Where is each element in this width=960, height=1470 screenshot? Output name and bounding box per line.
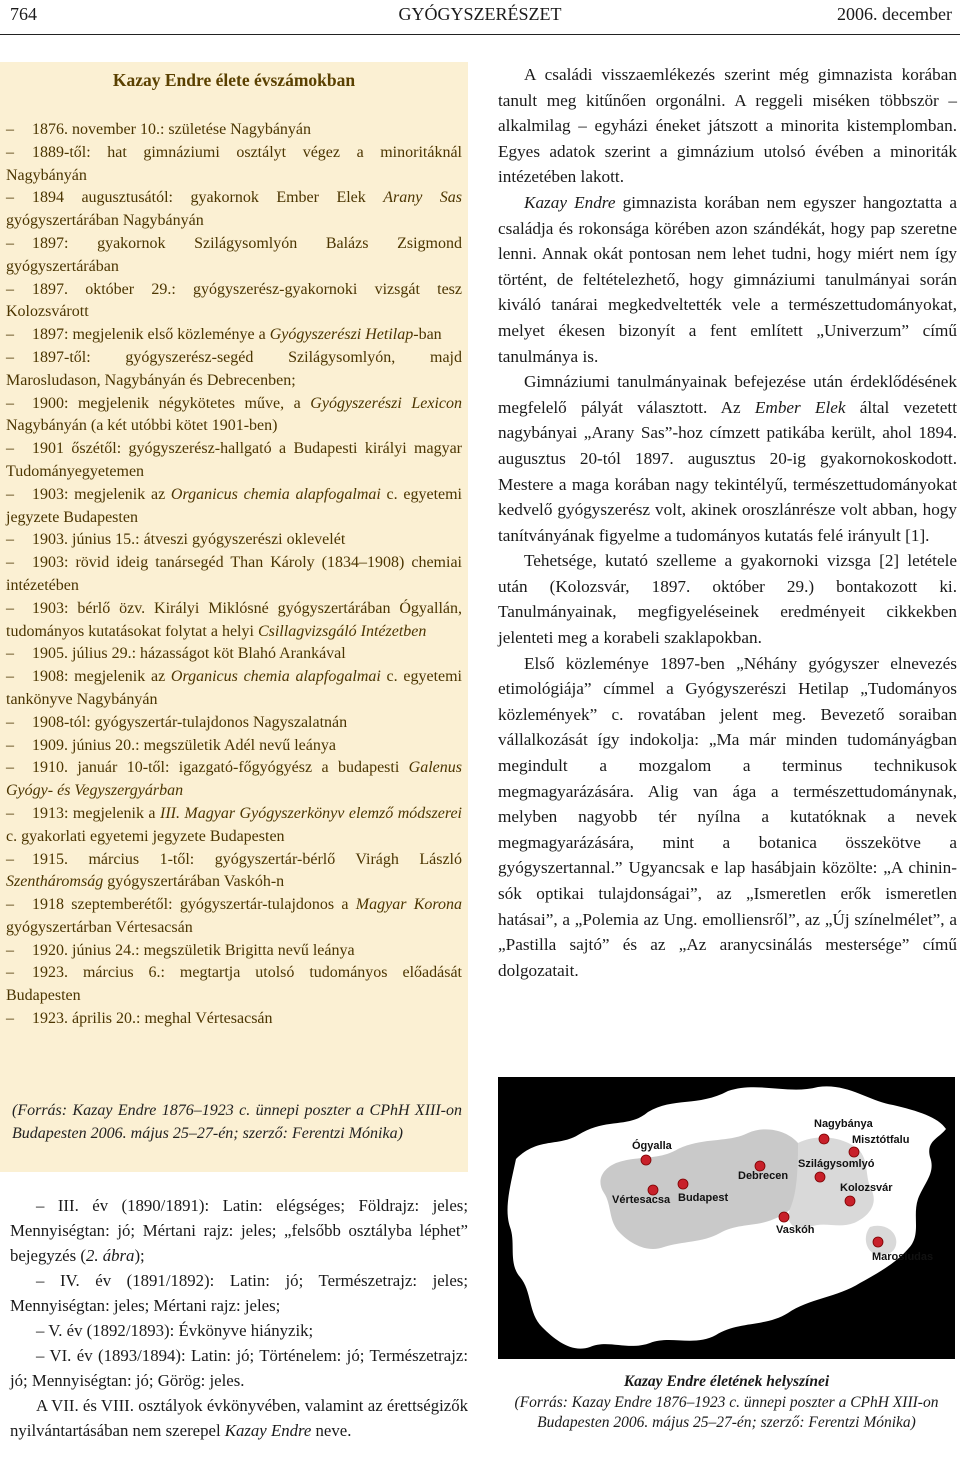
paragraph [498, 190, 957, 369]
page-number: 764 [10, 4, 37, 24]
timeline-text: 1903: rövid ideig tanársegéd Than Károly (1834–1908) chemiai intézetében [6, 554, 462, 594]
dash-bullet: – [6, 121, 14, 138]
timeline-text: 1900: megjelenik négykötetes műve, a [32, 394, 311, 412]
timeline-item [6, 393, 462, 439]
paragraph: Első közleménye 1897-ben „Néhány gyógyszer elnevezés etimológiája” címmel a Gyógyszerészi Hetilap „Tudományos közlemények” c. rovatában jelent meg. Bevezető soraiban vállalkozását így indokolja: „Ma már minden tudományágban megindult a mozgalom a terminus technikusok megmagyarázására. Alig van ága a természettudománynak, melyben nagyobb tér nyílna a kutatóknak a nevek megmagyarázására, mint a botanica összekötve a gyógyszertannal.” Ugyancsak e lap hasábjain közölte: „A chinin-sók optikai tulajdonságai”, az „Ismeretlen erők ismeretlen hatásai”, a „Polemia az Ung. emolliensről”, az „Új színelmélet”, a „Pastilla sajtó” és az „Az aranycsinálás mestersége” című dolgozatait. [498, 653, 957, 980]
grade-item: – VI. év (1893/1894): Latin: jó; Történelem: jó; Természetrajz: jó; Mennyiségtan: jó; Görög: jeles. [10, 1346, 468, 1390]
italic-title: Organicus chemia alapfogalmai [170, 485, 381, 503]
timeline-item [6, 940, 462, 963]
timeline-text: 1908-tól: gyógyszertár-tulajdonos Nagyszalatnán [32, 713, 348, 731]
timeline-text: c. egyetemi tankönyve Nagybányán [6, 668, 463, 708]
timeline-text: 1903: bérlő özv. Királyi Miklósné gyógyszertárában Ógyallán, tudományos kutatásokat folytat a helyi [6, 599, 462, 640]
dash-bullet: – [6, 485, 14, 503]
timeline-item [6, 347, 462, 393]
timeline-item [6, 735, 462, 758]
grade-item: – IV. év (1891/1892): Latin: jó; Természetrajz: jeles; Mennyiségtan: jeles; Mértani rajz: jeles; [10, 1271, 468, 1315]
timeline-text: 1901 őszétől: gyógyszerész-hallgató a Budapesti királyi magyar Tudományegyetemen [6, 440, 462, 480]
timeline-text: 1910. január 10-től: igazgató-főgyógyész a budapesti [32, 759, 409, 777]
timeline-item [6, 552, 462, 598]
pin-ogyalla [641, 1155, 651, 1165]
timeline-item [6, 187, 462, 233]
pin-budapest [678, 1179, 688, 1189]
timeline-item [6, 849, 462, 895]
grade-text: ); [134, 1246, 145, 1265]
dash-bullet: – [6, 280, 14, 298]
timeline-text: 1897-től: gyógyszerész-segéd Szilágysomlyón, majd Marosludason, Nagybányán és Debrecenben; [6, 348, 462, 389]
dash-bullet: – [6, 531, 14, 549]
journal-title: GYÓGYSZERÉSZET [398, 4, 562, 24]
dash-bullet: – [6, 713, 14, 731]
italic-title: Galenus Gyógy- és Vegyszergyárban [6, 759, 462, 800]
person-name: Kazay Endre [524, 192, 616, 212]
paragraph [498, 369, 957, 548]
timeline-text: 1903. június 15.: átveszi gyógyszerészi oklevelét [32, 531, 346, 549]
dash-bullet: – [6, 348, 14, 366]
timeline-text: 1909. június 20.: megszületik Adél nevű leánya [32, 736, 336, 754]
paragraph-text: A VII. és VIII. osztályok évkönyvében, valamint az érettségizők nyilvántartásában nem szerepel [10, 1396, 468, 1440]
figure-ref: 2. ábra [85, 1246, 135, 1265]
dash-bullet: – [6, 599, 14, 617]
timeline-list [6, 119, 462, 1031]
dash-bullet: – [6, 850, 14, 868]
timeline-box [0, 62, 468, 1172]
pin-marosludas [873, 1237, 883, 1247]
timeline-text: 1897. október 29.: gyógyszerész-gyakornoki vizsgát tesz Kolozsvárott [6, 280, 462, 321]
dash-bullet: – [6, 896, 14, 914]
closing-paragraph [10, 1393, 468, 1443]
timeline-text: 1923. március 6.: megtartja utolsó tudományos előadását Budapesten [6, 964, 462, 1005]
dash-bullet: – [6, 964, 14, 982]
dash-bullet: – [6, 736, 14, 754]
dash-bullet: – [6, 554, 14, 572]
timeline-text: c. gyakorlati egyetemi jegyzete Budapesten [6, 827, 285, 845]
timeline-text: 1918 szeptemberétől: gyógyszertár-tulajdonos a [32, 896, 356, 914]
timeline-text: 1905. július 29.: házasságot köt Blahó Arankával [32, 645, 346, 663]
timeline-item [6, 529, 462, 552]
timeline-text: 1913: megjelenik a [32, 804, 160, 822]
dash-bullet: – [6, 941, 14, 959]
paragraph-text: neve. [311, 1421, 352, 1440]
dash-bullet: – [6, 394, 14, 412]
timeline-text: 1894 augusztusától: gyakornok Ember Elek [32, 189, 384, 207]
pin-nagybanya [819, 1134, 829, 1144]
timeline-item [6, 643, 462, 666]
caption-title: Kazay Endre életének helyszínei [623, 1373, 830, 1390]
timeline-item [6, 666, 462, 712]
grade-text: – III. év (1890/1891): Latin: elégséges; Földrajz: jeles; Mennyiségtan: jó; Mértani rajz: jeles; „felsőbb osztályba léphet” bejegyzés ( [10, 1196, 468, 1265]
person-name: Kazay Endre [224, 1421, 312, 1440]
timeline-text: 1889-től: hat gimnáziumi osztályt végez a minoritáknál Nagybányán [6, 143, 462, 184]
paragraph-text: által vezetett nagybányai „Arany Sas”-hoz címzett patikába került, ahol 1894. augusztus 20-tól 1897. augusztus 20-ig gyakornokoskodott. Mestere a maga korában nagy tekintélyű, természettudományokat kedvelő gyógyszerész volt, akinek oroszlánrésze volt abban, hogy tanítványának figyelme a tudományos kutatás felé irányult [1]. [498, 397, 957, 545]
dash-bullet: – [6, 143, 14, 161]
timeline-item [6, 438, 462, 484]
timeline-text: c. egyetemi jegyzete Budapesten [6, 485, 463, 526]
timeline-text: 1915. március 1-től: gyógyszertár-bérlő Virágh László [32, 850, 462, 868]
timeline-item [6, 757, 462, 803]
timeline-item [6, 119, 462, 142]
timeline-item [6, 324, 462, 347]
header-rule [0, 34, 960, 35]
dash-bullet: – [6, 326, 14, 344]
paragraph-text: gimnazista korában nem egyszer hangoztatta a családja és rokonsága körében azon szándékát, hogy pap szeretne lenni. Annak okát pontosan nem lehet tudni, hogy miért nem így történt, de feltételezhető, hogy gimnáziumi tanulmányai során kiváló tanárai megkedveltették vele a természettudományokat, melyet ékesen bizonyít a fent említett „Univerzum” című tanulmánya is. [498, 192, 957, 366]
map-figure [498, 1077, 955, 1359]
place-label: Budapest [678, 1192, 729, 1204]
timeline-text: gyógyszertárban Vértesacsán [6, 918, 193, 936]
dash-bullet: – [6, 189, 14, 207]
timeline-text: 1903: megjelenik az [32, 485, 171, 503]
place-label: Vaskóh [776, 1224, 815, 1236]
timeline-text: 1920. június 24.: megszületik Brigitta nevű leánya [32, 941, 355, 959]
timeline-text: 1923. április 20.: meghal Vértesacsán [32, 1010, 273, 1028]
timeline-item [6, 233, 462, 279]
timeline-text: 1897: megjelenik első közleménye a [32, 326, 270, 344]
left-column-bottom [10, 1193, 468, 1443]
place-label: Ógyalla [632, 1140, 672, 1152]
dash-bullet: – [6, 1010, 14, 1028]
place-label: Nagybánya [814, 1118, 873, 1130]
italic-title: Szentháromság [6, 873, 104, 891]
page-header [0, 0, 960, 36]
timeline-title: Kazay Endre élete évszámokban [112, 70, 356, 90]
timeline-text: -ban [413, 326, 442, 344]
timeline-text: 1876. november 10.: születése Nagybányán [32, 121, 312, 138]
map-caption [498, 1372, 955, 1434]
paragraph-text: Gimnáziumi tanulmányainak befejezése után érdeklődésének megfelelő pályát választott. Az [498, 372, 957, 417]
person-name: Ember Elek [754, 397, 846, 417]
timeline-item [6, 962, 462, 1008]
timeline-text: gyógyszertárában Vaskóh-n [103, 873, 285, 891]
dash-bullet: – [6, 645, 14, 663]
timeline-item [6, 142, 462, 188]
place-label: Vértesacsa [612, 1194, 671, 1206]
place-label: Kolozsvár [840, 1182, 893, 1194]
timeline-item [6, 712, 462, 735]
italic-title: Magyar Korona [355, 896, 462, 914]
place-label: Misztótfalu [852, 1134, 910, 1146]
dash-bullet: – [6, 759, 14, 777]
timeline-item [6, 894, 462, 940]
grade-item: – V. év (1892/1893): Évkönyve hiányzik; [36, 1321, 314, 1340]
timeline-text: 1897: gyakornok Szilágysomlyón Balázs Zsigmond gyógyszertárában [6, 234, 462, 275]
timeline-text: gyógyszertárában Nagybányán [6, 212, 204, 230]
italic-title: III. Magyar Gyógyszerkönyv elemző módszerei [160, 804, 463, 822]
timeline-item [6, 1008, 462, 1031]
italic-title: Gyógyszerészi Hetilap [269, 326, 414, 344]
italic-title: Arany Sas [383, 189, 463, 207]
timeline-item [6, 598, 462, 644]
timeline-item [6, 279, 462, 325]
dash-bullet: – [6, 804, 14, 822]
dash-bullet: – [6, 668, 14, 686]
hungary-map [498, 1077, 955, 1359]
timeline-text: 1908: megjelenik az [32, 668, 171, 686]
place-label: Szilágysomlyó [798, 1158, 875, 1170]
paragraph: A családi visszaemlékezés szerint még gimnazista korában tanult meg kitűnően orgonálni. A reggeli miséken többször – alkalmilag – egyházi éneket játszott a minorita kistemplomban. Egyes adatok szerint a gimnázium utolsó évében a minoriták intézetében lakott. [498, 65, 957, 187]
issue-date: 2006. december [837, 4, 952, 24]
italic-title: Organicus chemia alapfogalmai [170, 668, 381, 686]
paragraph: Tehetsége, kutató szelleme a gyakornoki vizsga [2] letétele után (Kolozsvár, 1897. október 29.) bontakozott ki. Tanulmányainak, megfigyeléseinek eredményeit cikkekben jelenteti meg a korabeli szaklapokban. [498, 551, 957, 648]
pin-misztotfalu [849, 1147, 859, 1157]
grade-item [10, 1193, 468, 1268]
pin-szilagysomlyo [815, 1172, 825, 1182]
place-label: Marosludas [872, 1251, 934, 1263]
dash-bullet: – [6, 234, 14, 252]
dash-bullet: – [6, 440, 14, 458]
timeline-source: (Forrás: Kazay Endre 1876–1923 c. ünnepi poszter a CPhH XIII-on Budapesten 2006. május 25–27-én; szerző: Ferentzi Mónika) [12, 1102, 462, 1142]
italic-title: Gyógyszerészi Lexicon [310, 394, 463, 412]
caption-source: (Forrás: Kazay Endre 1876–1923 c. ünnepi poszter a CPhH XIII-on Budapesten 2006. május 25–27-én; szerző: Ferentzi Mónika) [514, 1393, 939, 1431]
italic-title: Csillagvizsgáló Intézetben [257, 622, 427, 640]
timeline-item [6, 803, 462, 849]
timeline-item [6, 484, 462, 530]
place-label: Debrecen [738, 1170, 789, 1182]
pin-kolozsvar [845, 1196, 855, 1206]
timeline-text: Nagybányán (a két utóbbi kötet 1901-ben) [6, 417, 278, 435]
pin-vaskoh [779, 1212, 789, 1222]
right-column [498, 62, 957, 983]
